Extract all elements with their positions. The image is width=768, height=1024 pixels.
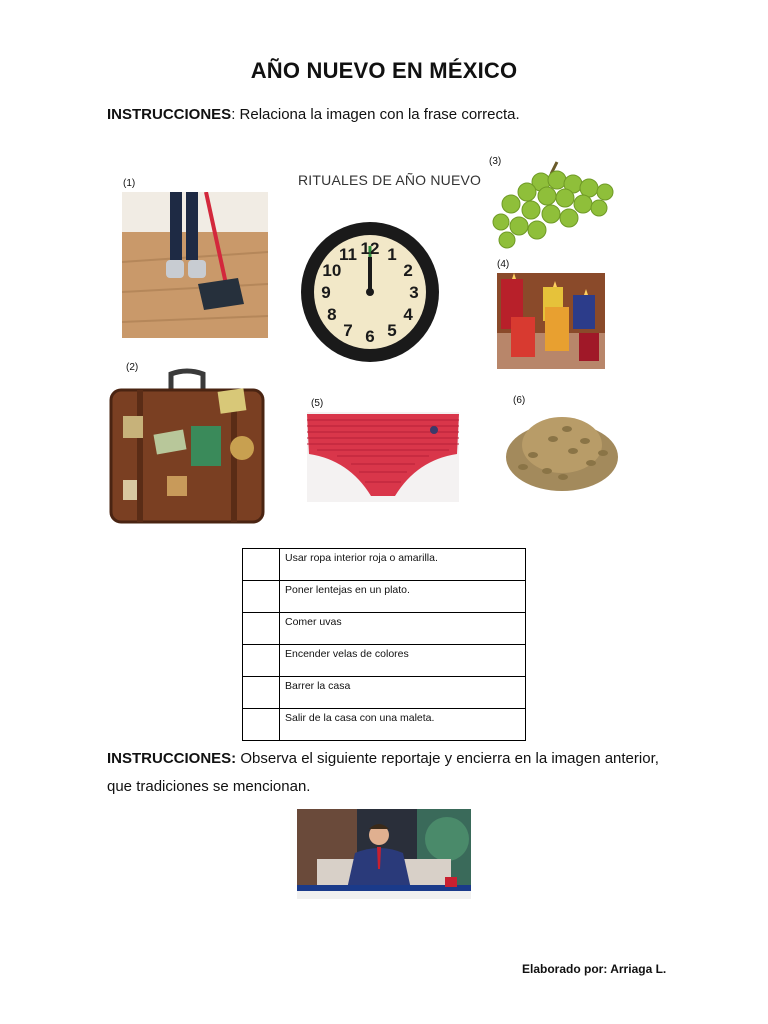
grapes-image [487, 160, 617, 255]
phrase-cell: Usar ropa interior roja o amarilla. [280, 549, 526, 581]
answer-cell[interactable] [243, 677, 280, 709]
author-credit: Elaborado por: Arriaga L. [522, 962, 667, 976]
broom-image [122, 192, 268, 338]
label-number-3: (3) [489, 156, 502, 167]
clock-numeral: 7 [343, 321, 353, 341]
matching-table [242, 548, 526, 741]
phrase-cell: Encender velas de colores [280, 645, 526, 677]
answer-cell[interactable] [243, 709, 280, 741]
clock-numeral: 11 [339, 244, 357, 264]
instructions-video [107, 745, 667, 801]
answer-cell[interactable] [243, 613, 280, 645]
label-number-1: (1) [123, 178, 136, 189]
label-number-4: (4) [497, 259, 510, 270]
instructions-text-2: Observa el siguiente reportaje y encierra en la imagen anterior, que tradiciones se mencionan. [107, 750, 659, 795]
table-row [243, 645, 526, 677]
page-title: AÑO NUEVO EN MÉXICO [250, 58, 518, 83]
clock-numeral: 6 [365, 327, 375, 346]
table-row [243, 581, 526, 613]
clock-image [300, 219, 440, 363]
phrase-cell: Barrer la casa [280, 677, 526, 709]
clock-numeral: 4 [403, 305, 413, 324]
label-number-6: (6) [513, 395, 526, 406]
lentils-image [503, 405, 621, 497]
underwear-image [307, 412, 459, 502]
news-video-thumbnail[interactable] [297, 809, 471, 899]
instructions-text: : Relaciona la imagen con la frase correcta. [231, 106, 520, 123]
clock-numeral: 3 [409, 283, 419, 302]
phrase-cell: Poner lentejas en un plato. [280, 581, 526, 613]
clock-numeral: 12 [360, 239, 380, 258]
answer-cell[interactable] [243, 645, 280, 677]
answer-cell[interactable] [243, 581, 280, 613]
table-row [243, 613, 526, 645]
instructions-label-2: INSTRUCCIONES: [107, 750, 237, 767]
answer-cell[interactable] [243, 549, 280, 581]
clock-numeral: 9 [321, 283, 331, 302]
clock-numeral: 2 [403, 261, 413, 280]
phrase-cell: Salir de la casa con una maleta. [280, 709, 526, 741]
clock-numeral: 5 [387, 321, 397, 341]
suitcase-image [107, 368, 267, 524]
table-row [243, 677, 526, 709]
table-row [243, 549, 526, 581]
candles-image [497, 273, 605, 369]
phrase-cell: Comer uvas [280, 613, 526, 645]
table-row [243, 709, 526, 741]
clock-numeral: 10 [322, 261, 342, 280]
instructions-label: INSTRUCCIONES [107, 106, 232, 123]
clock-numeral: 1 [387, 244, 397, 264]
label-number-5: (5) [311, 398, 324, 409]
rituals-title: RITUALES DE AÑO NUEVO [298, 172, 482, 188]
label-number-2: (2) [126, 362, 139, 373]
instructions-matching [107, 106, 520, 123]
clock-numeral: 8 [327, 305, 337, 324]
